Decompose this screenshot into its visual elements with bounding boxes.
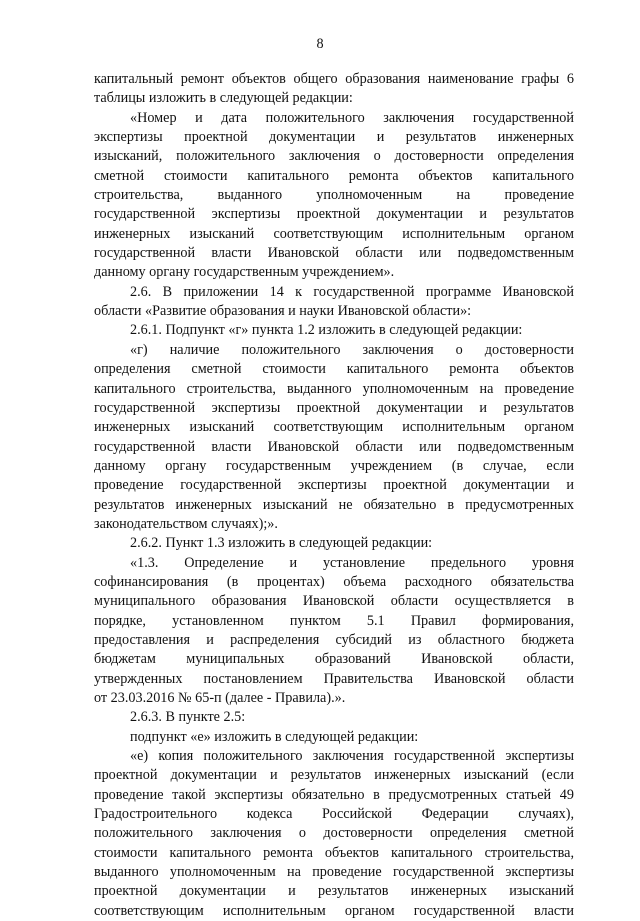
text-line: 2.6.1. Подпункт «г» пункта 1.2 изложить в следующей редакции: <box>130 322 523 339</box>
text-line: государственной власти Ивановской области или подведомственным <box>94 438 574 455</box>
text-line: 2.6. В приложении 14 к государственной программе Ивановской <box>130 283 574 300</box>
text-line: проведение такой экспертизы обязательно в предусмотренных статьей 49 <box>94 786 574 803</box>
text-line: Градостроительного кодекса Российской Федерации случаях), <box>94 806 574 823</box>
text-line: «1.3. Определение и установление предельного уровня <box>130 554 574 571</box>
text-line: сметной стоимости капитального ремонта объектов капитального <box>94 167 574 184</box>
text-line: соответствующим исполнительным органом государственной власти <box>94 902 574 919</box>
text-line: области «Развитие образования и науки Ивановской области»: <box>94 303 472 320</box>
text-line: таблицы изложить в следующей редакции: <box>94 90 353 107</box>
text-line: законодательством случаях);». <box>94 515 278 532</box>
text-line: подпункт «е» изложить в следующей редакции: <box>130 728 419 745</box>
text-line: 2.6.2. Пункт 1.3 изложить в следующей редакции: <box>130 535 433 552</box>
text-line: экспертизы проектной документации и результатов инженерных <box>94 129 574 146</box>
text-line: бюджетам муниципальных образований Ивановской области, <box>94 651 574 668</box>
text-line: данному органу государственным учреждением». <box>94 264 395 281</box>
text-line: софинансирования (в процентах) объема расходного обязательства <box>94 573 574 590</box>
page-number: 8 <box>316 36 324 52</box>
text-line: от 23.03.2016 № 65-п (далее - Правила).». <box>94 690 346 706</box>
text-line: «е) копия положительного заключения государственной экспертизы <box>130 748 574 765</box>
text-line: положительного заключения о достоверности определения сметной <box>94 825 574 842</box>
text-line: изысканий, положительного заключения о достоверности определения <box>94 148 574 165</box>
text-line: определения сметной стоимости капитального ремонта объектов <box>94 361 574 378</box>
text-line: «г) наличие положительного заключения о достоверности <box>130 341 574 358</box>
text-line: строительства, выданного уполномоченным на проведение <box>94 187 574 204</box>
text-line: капитальный ремонт объектов общего образования наименование графы 6 <box>94 71 574 87</box>
text-line: 2.6.3. В пункте 2.5: <box>130 709 246 726</box>
text-line: инженерных изысканий соответствующим исполнительным органом <box>94 225 574 242</box>
text-line: государственной экспертизы проектной документации и результатов <box>94 206 574 223</box>
text-line: порядке, установленном пунктом 5.1 Правил формирования, <box>94 612 574 629</box>
text-line: инженерных изысканий соответствующим исполнительным органом <box>94 419 574 436</box>
text-line: государственной экспертизы проектной документации и результатов <box>94 399 574 416</box>
text-line: утвержденных постановлением Правительства Ивановской области <box>94 670 574 687</box>
text-line: предоставления и распределения субсидий из областного бюджета <box>94 631 574 648</box>
text-line: «Номер и дата положительного заключения государственной <box>130 109 574 126</box>
text-line: муниципального образования Ивановской области осуществляется в <box>94 593 574 610</box>
text-line: проектной документации и результатов инженерных изысканий (если <box>94 767 574 784</box>
text-line: проектной документации и результатов инженерных изысканий <box>94 883 574 900</box>
text-line: капитального строительства, выданного уполномоченным на проведение <box>94 380 574 397</box>
text-line: государственной власти Ивановской области или подведомственным <box>94 245 574 262</box>
text-line: проведение государственной экспертизы проектной документации и <box>94 477 574 494</box>
text-line: стоимости капитального ремонта объектов капитального строительства, <box>94 844 574 861</box>
document-body <box>94 70 574 921</box>
text-line: данному органу государственным учреждением (в случае, если <box>94 457 574 474</box>
text-line: выданного уполномоченным на проведение государственной экспертизы <box>94 864 574 881</box>
text-line: результатов инженерных изысканий не обязательно в предусмотренных <box>94 496 574 513</box>
